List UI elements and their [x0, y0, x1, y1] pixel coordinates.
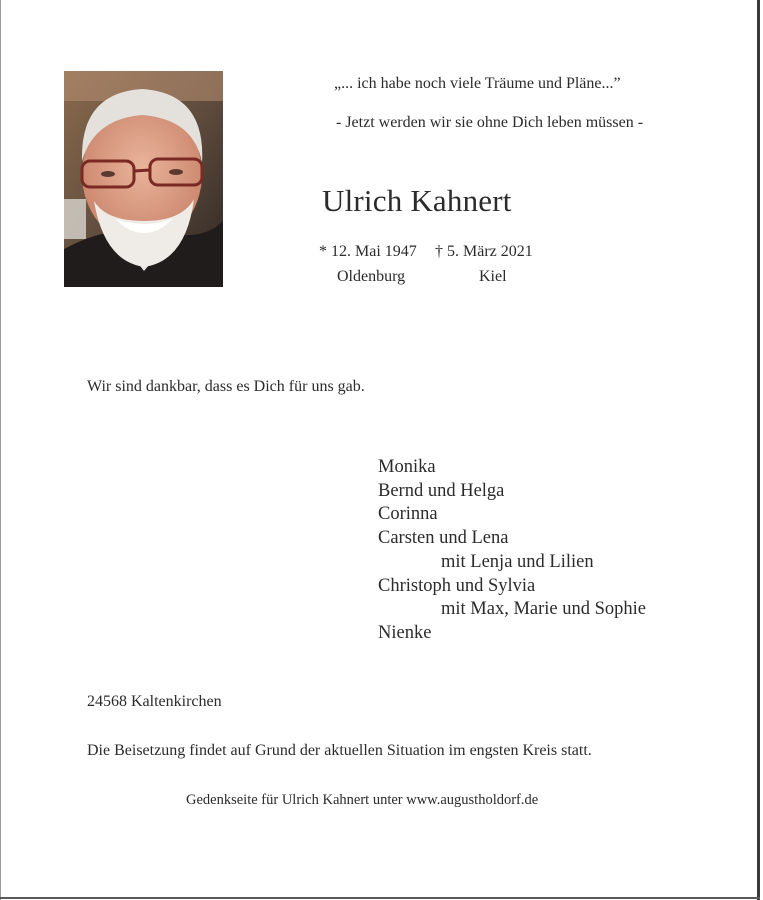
mourner-entry: Carsten und Lena [378, 528, 509, 549]
town-address: 24568 Kaltenkirchen [87, 693, 222, 710]
portrait-photo [64, 71, 223, 287]
quote-response-line: - Jetzt werden wir sie ohne Dich leben müssen - [336, 114, 644, 131]
mourner-entry: Nienke [378, 622, 432, 643]
birth-place: Oldenburg [337, 268, 406, 285]
mourner-children-entry: mit Lenja und Lilien [441, 551, 594, 572]
mourner-entry: Corinna [378, 504, 438, 525]
deceased-name: Ulrich Kahnert [322, 183, 512, 218]
birth-date: * 12. Mai 1947 [319, 243, 417, 260]
memorial-page-note: Gedenkseite für Ulrich Kahnert unter www.augustholdorf.de [186, 792, 539, 808]
mourner-entry: Christoph und Sylvia [378, 575, 536, 596]
funeral-note: Die Beisetzung findet auf Grund der aktuellen Situation im engsten Kreis statt. [87, 742, 592, 759]
mourner-children-entry: mit Max, Marie und Sophie [441, 599, 647, 620]
page-edge-left [0, 0, 1, 900]
mourner-entry: Bernd und Helga [378, 480, 505, 501]
quote-line: „... ich habe noch viele Träume und Pläne...” [334, 75, 621, 92]
mourner-entry: Monika [378, 457, 436, 477]
death-place: Kiel [479, 268, 507, 285]
mourners-list [378, 456, 646, 646]
page-edge-bottom [0, 897, 760, 899]
thanks-line: Wir sind dankbar, dass es Dich für uns gab. [87, 378, 365, 395]
page-edge-right [757, 0, 760, 900]
death-date: † 5. März 2021 [435, 243, 533, 260]
